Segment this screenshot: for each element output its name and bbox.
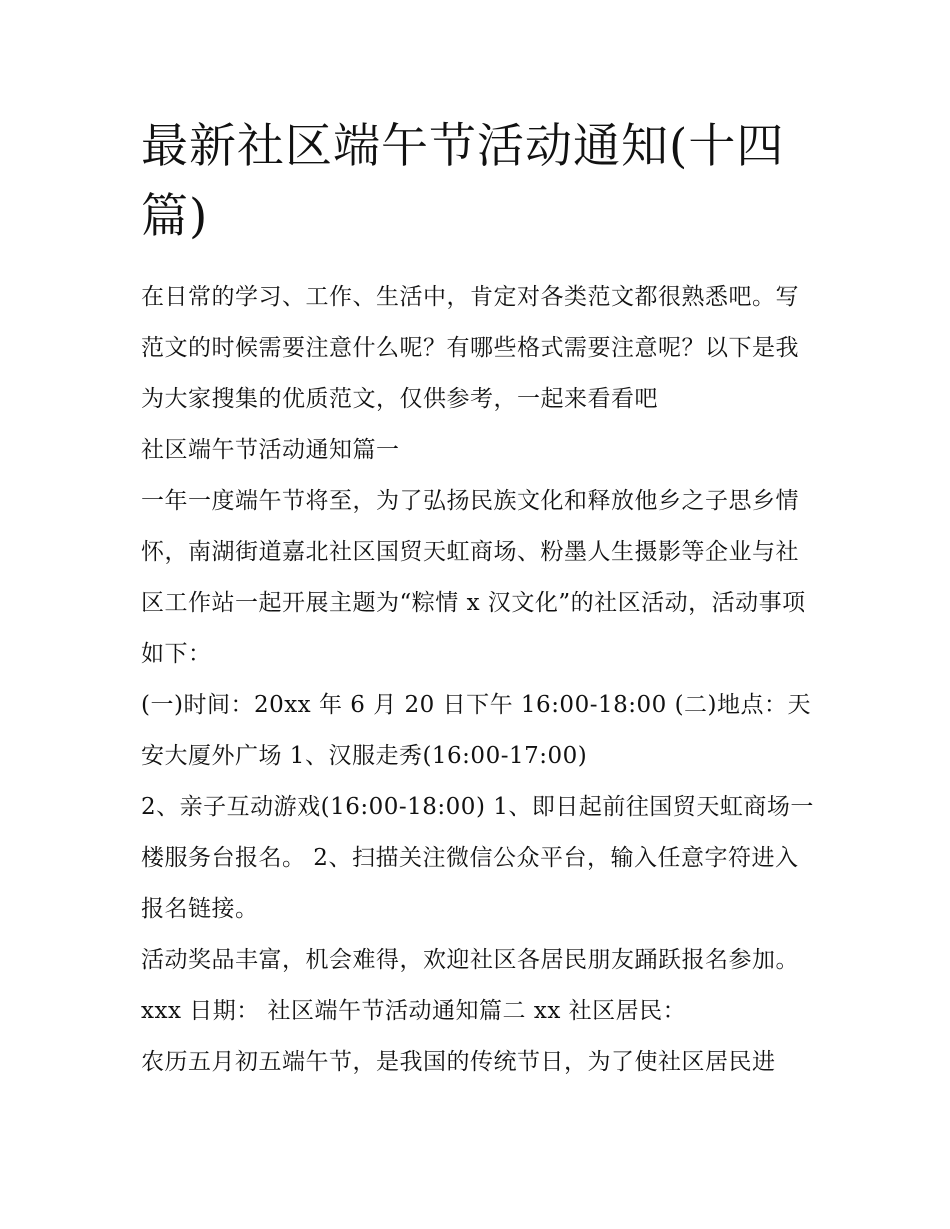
body-paragraph: (一)时间：20xx 年 6 月 20 日下午 16:00-18:00 (二)地点：天安大厦外广场 1、汉服走秀(16:00-17:00): [141, 692, 812, 769]
document-title: 最新社区端午节活动通知(十四篇): [141, 119, 785, 244]
body-paragraph: 活动奖品丰富，机会难得，欢迎社区各居民朋友踊跃报名参加。 xxx 日期： 社区端午节活动通知篇二 xx 社区居民：: [141, 947, 799, 1024]
body-paragraph: 一年一度端午节将至，为了弘扬民族文化和释放他乡之子思乡情怀，南湖街道嘉北社区国贸天虹商场、粉墨人生摄影等企业与社区工作站一起开展主题为“粽情 x 汉文化”的社区活动，活动事项如下：: [141, 488, 806, 667]
section-heading-1: 社区端午节活动通知篇一: [141, 437, 400, 463]
body-paragraph: 农历五月初五端午节，是我国的传统节日，为了使社区居民进: [141, 1049, 776, 1075]
intro-paragraph: 在日常的学习、工作、生活中，肯定对各类范文都很熟悉吧。写范文的时候需要注意什么呢？有哪些格式需要注意呢？以下是我为大家搜集的优质范文，仅供参考，一起来看看吧: [141, 284, 799, 412]
body-paragraph: 2、亲子互动游戏(16:00-18:00) 1、即日起前往国贸天虹商场一楼服务台报名。 2、扫描关注微信公众平台，输入任意字符进入报名链接。: [141, 794, 814, 922]
document-body: [141, 112, 817, 1088]
